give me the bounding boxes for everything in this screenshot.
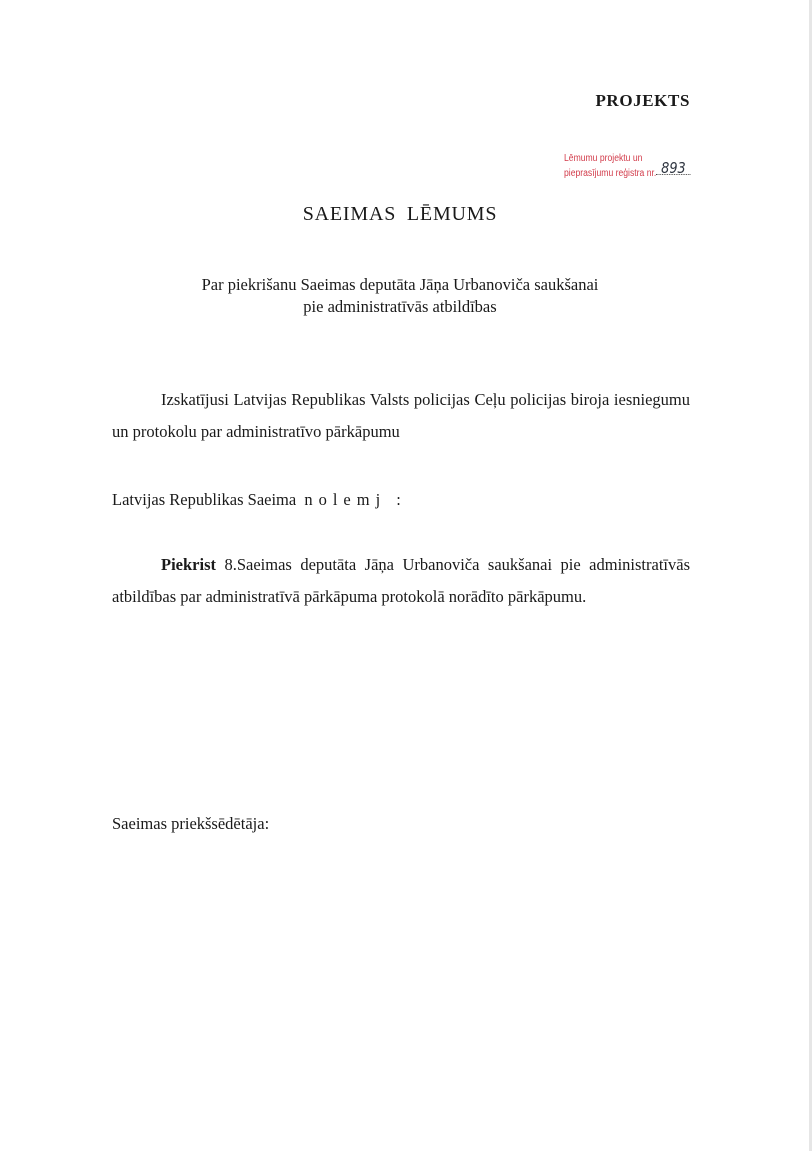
- stamp-line-2: pieprasījumu reģistra nr.: [564, 168, 657, 179]
- signature-label: Saeimas priekšsēdētāja:: [112, 814, 270, 833]
- draft-status-label: PROJEKTS: [595, 91, 690, 110]
- resolution-keyword: Piekrist: [161, 555, 216, 574]
- decision-lead-text: Latvijas Republikas Saeima: [112, 490, 297, 509]
- decision-verb: nolemj :: [304, 490, 407, 509]
- subtitle-line-1: Par piekrišanu Saeimas deputāta Jāņa Urbanoviča saukšanai: [201, 275, 599, 294]
- paragraph-decision-lead: [112, 484, 690, 516]
- subtitle-line-2: pie administratīvās atbildības: [303, 297, 497, 316]
- stamp-line-1: Lēmumu projektu un: [564, 153, 643, 164]
- stamp-registry-number: 893: [656, 162, 690, 175]
- resolution-text: 8.Saeimas deputāta Jāņa Urbanoviča saukšanai pie administratīvās atbildības par administratīvā pārkāpuma protokolā norādīto pārkāpumu.: [112, 555, 690, 606]
- paragraph-resolution: [112, 549, 690, 613]
- paragraph-considered: Izskatījusi Latvijas Republikas Valsts policijas Ceļu policijas biroja iesniegumu un protokolu par administratīvo pārkāpumu: [112, 390, 690, 441]
- registry-stamp: [564, 153, 702, 180]
- stamp-line-2-wrap: [564, 159, 702, 180]
- document-subtitle: [0, 274, 800, 318]
- document-title: SAEIMAS LĒMUMS: [302, 203, 498, 225]
